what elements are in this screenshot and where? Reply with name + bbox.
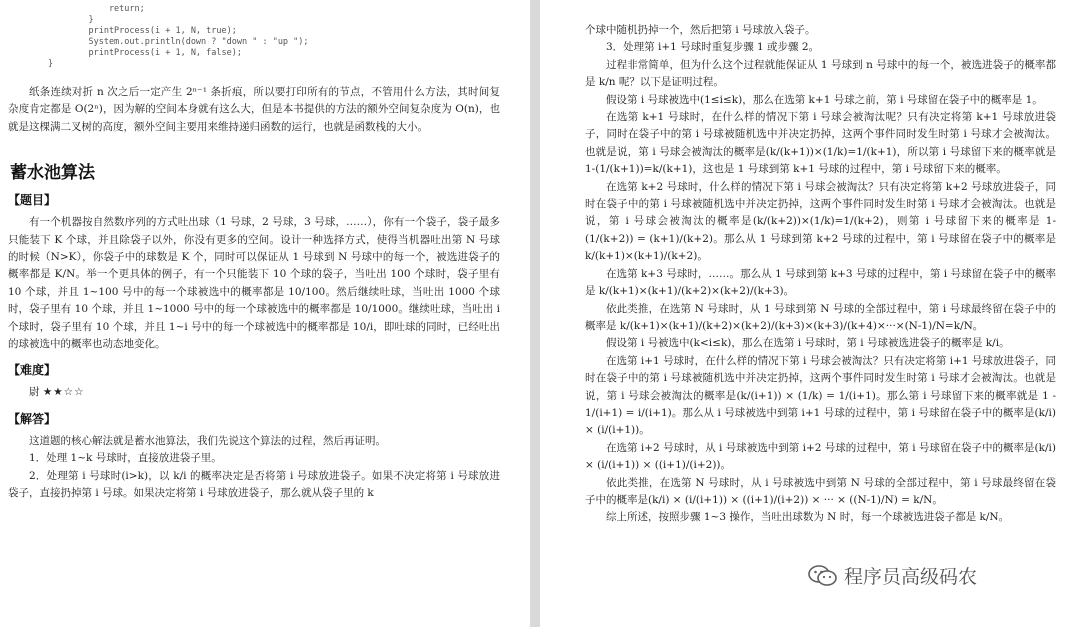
paragraph: 在选第 i+2 号球时，从 i 号球被选中到第 i+2 号球的过程中，第 i 号球留在袋子中的概率是(k/i) × (i/(i+1)) × ((i+1)/(i+2))。 — [585, 441, 1056, 472]
section-title: 蓄水池算法 — [10, 163, 95, 184]
solution-heading: 【解答】 — [8, 411, 57, 426]
paragraph: 假设第 i 号球被选中(1≤i≤k)，那么在选第 k+1 号球之前，第 i 号球留在袋子中的概率是 1。 — [606, 93, 1043, 106]
paragraph: 过程非常简单，但为什么这个过程就能保证从 1 号球到 n 号球中的每一个，被选进袋子的概率都是 k/n 呢？以下是证明过程。 — [585, 58, 1056, 89]
paragraph: 综上所述，按照步骤 1~3 操作，当吐出球数为 N 时，每一个球被选进袋子都是 k/N。 — [606, 511, 1010, 524]
paragraph: 个球中随机扔掉一个，然后把第 i 号球放入袋子。 — [585, 24, 816, 36]
paragraph: 假设第 i 号被选中(k<i≤k)，那么在选第 i 号球时，第 i 号球被选进袋子的概率是 k/i。 — [606, 337, 1010, 350]
problem-heading: 【题目】 — [8, 193, 57, 208]
paragraph: 在选第 k+2 号球时，什么样的情况下第 i 号球会被淘汰？只有决定将第 k+2 号球放进袋子，同时在袋子中的第 i 号球被随机选中并决定扔掉，这两个事件同时发生时第 i 号球才会被淘汰。也就是说，第 i 号球会被淘汰的概率是(k/(k+2))×(1/k)=1/(k+2)，则第 i 号球留下来的概率是 1-(1/(k+2)) = (k+1)/(k+2)。那么从 1 号球到第 k+2 号球的过程中，第 i 号球留在袋子中的概率是 k/(k+1)×(k+1)/(k+2)。 — [585, 180, 1056, 263]
step-1: 1．处理 1~k 号球时，直接放进袋子里。 — [29, 452, 222, 465]
paragraph: 依此类推，在选第 N 号球时，从 i 号球被选中到第 N 号球的全部过程中，第 i 号球最终留在袋子中的概率是(k/i) × (i/(i+1)) × ((i+1)/(i+2)) × ··· × ((N-1)/N) = k/N。 — [585, 476, 1056, 506]
difficulty-heading: 【难度】 — [8, 363, 57, 378]
intro-paragraph: 纸条连续对折 n 次之后一定产生 2ⁿ⁻¹ 条折痕，所以要打印所有的节点，不管用什么方法，其时间复杂度肯定都是 O(2ⁿ)，因为解的空间本身就有这么大，但是本书提供的方法的额外空间复杂度为 O(n)，也就是这棵满二叉树的高度，额外空间主要用来维持递归函数的运行，也就是函数栈的大小。 — [8, 86, 500, 133]
right-page — [540, 0, 1080, 627]
code-line: printProcess(i + 1, N, true); — [68, 26, 237, 36]
difficulty-stars: ★★☆☆ — [42, 386, 85, 399]
watermark-text: 程序员高级码农 — [844, 566, 978, 588]
code-line: } — [68, 15, 94, 25]
paragraph: 3．处理第 i+1 号球时重复步骤 1 或步骤 2。 — [606, 41, 820, 54]
code-line: System.out.println(down ? "down " : "up "); — [68, 37, 309, 47]
paragraph: 依此类推，在选第 N 号球时，从 1 号球到第 N 号球的全部过程中，第 i 号球最终留在袋子中的概率是 k/(k+1)×(k+1)/(k+2)×(k+2)/(k+3)×(k+3)/(k+4)×···×(N-1)/N=k/N。 — [585, 302, 1056, 332]
solution-paragraph: 这道题的核心解法就是蓄水池算法，我们先说这个算法的过程，然后再证明。 — [29, 434, 386, 447]
problem-paragraph: 有一个机器按自然数序列的方式吐出球（1 号球，2 号球，3 号球，……），你有一个袋子，袋子最多只能装下 K 个球，并且除袋子以外，你没有更多的空间。设计一种选择方式，使得当机器吐出第 N 号球的时候（N>K），你袋子中的球数是 K 个，同时可以保证从 1 号球到 N 号球中的每一个，被选进袋子的概率都是 K/N。举一个更具体的例子，有一个只能装下 10 个球的袋子，当吐出 100 个球时，袋子里有 10 个球，并且 1~100 号中的每一个球被选中的概率都是 10/100。然后继续吐球，当吐出 1000 个球时，袋子里有 10 个球，并且 1~1000 号中的每一个球被选中的概率都是 10/1000。继续吐球，当吐出 i 个球时，袋子里有 10 个球，并且 1~i 号中的每一个球被选中的概率都是 10/i，即吐球的同时，已经吐出的球被选中的概率也动态地变化。 — [8, 216, 500, 351]
difficulty-rating — [8, 384, 500, 401]
code-line: return; — [68, 4, 145, 14]
code-line: } — [48, 59, 54, 69]
left-page — [0, 0, 530, 627]
difficulty-label: 尉 — [29, 386, 40, 399]
code-line: printProcess(i + 1, N, false); — [68, 48, 242, 58]
paragraph: 在选第 i+1 号球时，在什么样的情况下第 i 号球会被淘汰？只有决定将第 i+1 号球放进袋子，同时在袋子中的第 i 号球被随机选中并决定扔掉，这两个事件同时发生时第 i 号球才会被淘汰。也就是说，第 i 号球会被淘汰的概率是(k/(i+1)) × (1/k) = 1/(i+1)。那么第 i 号球留下来的概率就是 1 - 1/(i+1) = i/(i+1)。那么从 i 号球被选中到第 i+1 号球的过程中，第 i 号球留在袋子中的概率是(k/i) × (i/(i+1))。 — [585, 354, 1056, 437]
paragraph: 在选第 k+3 号球时，……。那么从 1 号球到第 k+3 号球的过程中，第 i 号球留在袋子中的概率是 k/(k+1)×(k+1)/(k+2)×(k+2)/(k+3)。 — [585, 267, 1056, 298]
wechat-icon — [808, 564, 838, 588]
paragraph: 在选第 k+1 号球时，在什么样的情况下第 i 号球会被淘汰呢？只有决定将第 k+1 号球放进袋子，同时在袋子中的第 i 号球被随机选中并决定扔掉，这两个事件同时发生时第 i 号球才会被淘汰。也就是说，第 i 号球会被淘汰的概率是(k/(k+1))×(1/k)=1/(k+1)，所以第 i 号球留下来的概率就是 1-(1/(k+1))=k/(k+1)，这也是 1 号球到第 k+1 号球的过程中，第 i 号球留下来的概率。 — [585, 111, 1056, 176]
code-block — [8, 4, 500, 70]
watermark — [808, 562, 977, 589]
step-2: 2．处理第 i 号球时(i>k)，以 k/i 的概率决定是否将第 i 号球放进袋子。如果不决定将第 i 号球放进袋子，直接扔掉第 i 号球。如果决定将第 i 号球放进袋子，那么就从袋子里的 k — [8, 469, 500, 500]
